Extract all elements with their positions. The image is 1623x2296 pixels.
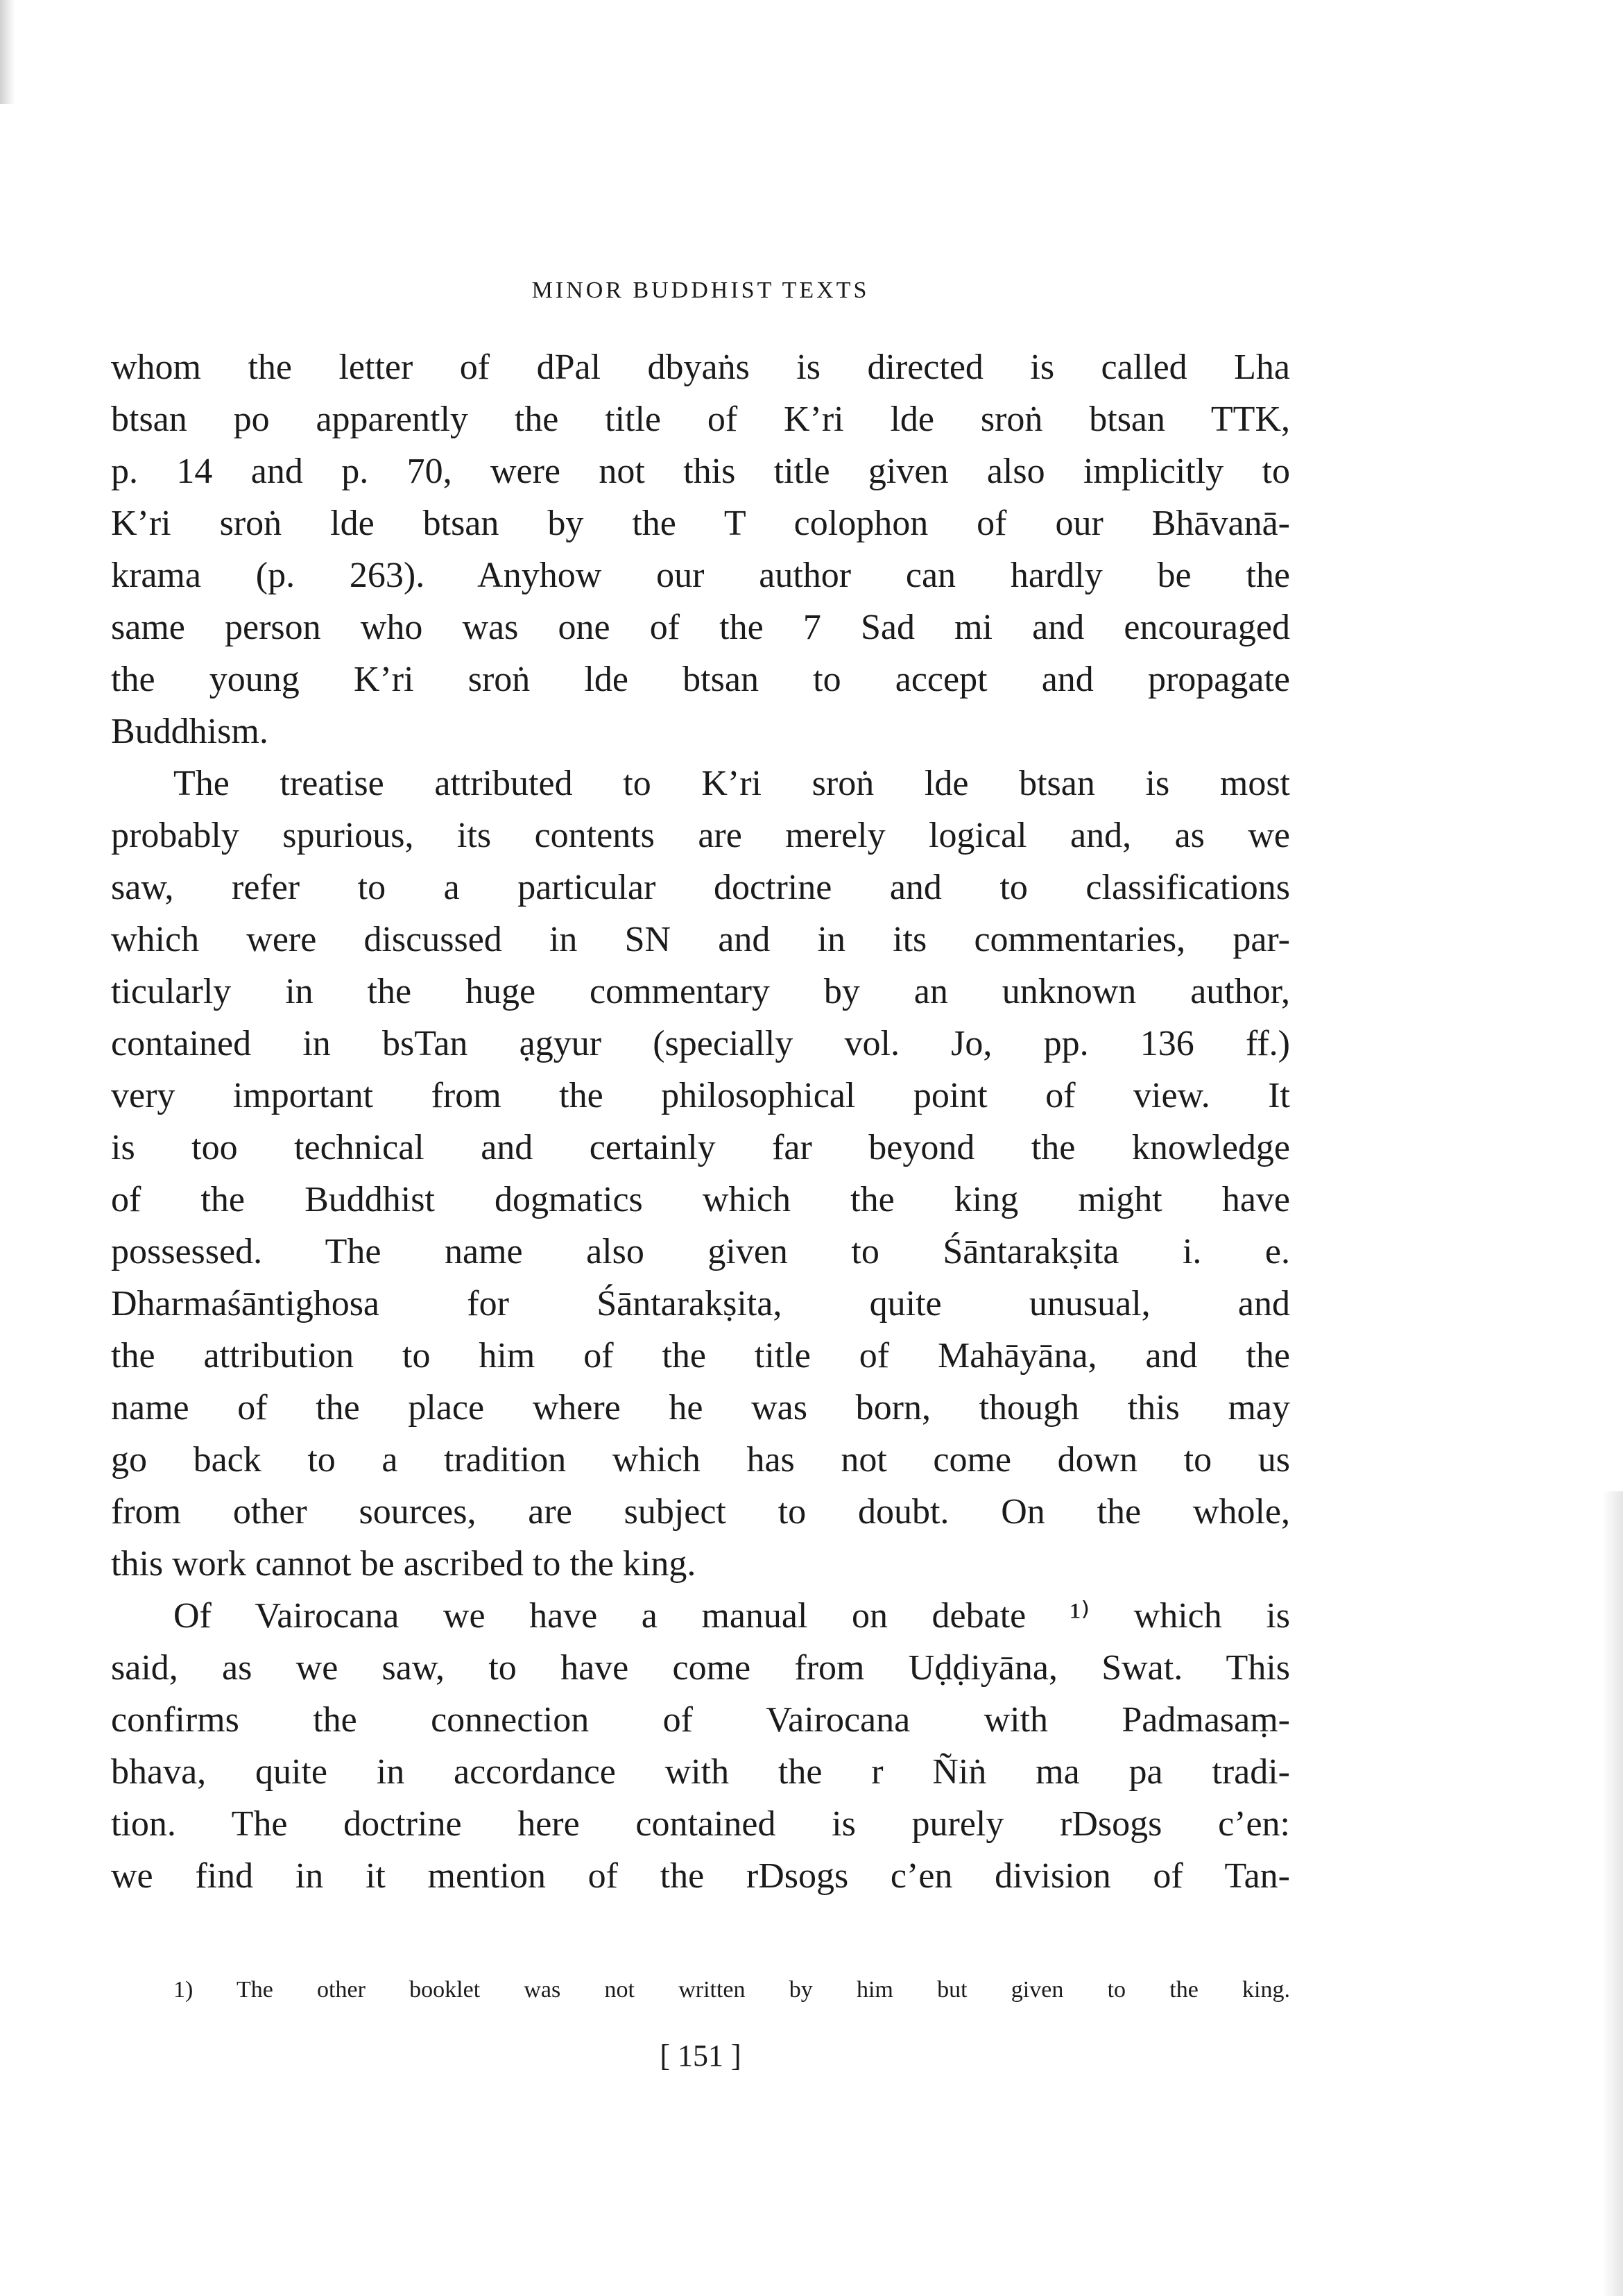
text-line: same person who was one of the 7 Sad mi and encouraged bbox=[111, 608, 1290, 647]
text-line: is too technical and certainly far beyond the knowledge bbox=[111, 1128, 1290, 1167]
text-line: krama (p. 263). Anyhow our author can hardly be the bbox=[111, 556, 1290, 595]
text-line: ticularly in the huge commentary by an unknown author, bbox=[111, 972, 1290, 1011]
text-line: The treatise attributed to K’ri sroṅ lde btsan is most bbox=[173, 764, 1290, 803]
footnote: 1) The other booklet was not written by him but given to the king. bbox=[173, 1977, 1290, 2003]
scan-shadow-left bbox=[0, 0, 15, 104]
page-number: [ 151 ] bbox=[660, 2039, 741, 2073]
text-line: which were discussed in SN and in its commentaries, par- bbox=[111, 920, 1290, 959]
scan-shadow-right bbox=[1602, 1491, 1623, 2296]
text-line: saw, refer to a particular doctrine and to classifications bbox=[111, 868, 1290, 907]
text-line: btsan po apparently the title of K’ri lde sroṅ btsan TTK, bbox=[111, 400, 1290, 439]
text-line: confirms the connection of Vairocana with Padmasaṃ- bbox=[111, 1700, 1290, 1740]
text-line: very important from the philosophical point of view. It bbox=[111, 1076, 1290, 1115]
text-line: contained in bsTan ạgyur (specially vol. Jo, pp. 136 ff.) bbox=[111, 1024, 1290, 1063]
body-text bbox=[111, 341, 1290, 1902]
text-line: the young K’ri sroṅ lde btsan to accept and propagate bbox=[111, 660, 1290, 699]
text-line: the attribution to him of the title of Mahāyāna, and the bbox=[111, 1336, 1290, 1376]
text-line: Buddhism. bbox=[111, 712, 268, 751]
running-head: MINOR BUDDHIST TEXTS bbox=[531, 277, 870, 303]
text-line: whom the letter of dPal dbyaṅs is directed is called Lha bbox=[111, 348, 1290, 387]
text-line: name of the place where he was born, though this may bbox=[111, 1388, 1290, 1428]
text-line: possessed. The name also given to Śāntarakṣita i. e. bbox=[111, 1232, 1290, 1271]
text-line: from other sources, are subject to doubt. On the whole, bbox=[111, 1492, 1290, 1532]
text-line: probably spurious, its contents are merely logical and, as we bbox=[111, 816, 1290, 855]
text-line: p. 14 and p. 70, were not this title given also implicitly to bbox=[111, 452, 1290, 491]
text-line: of the Buddhist dogmatics which the king might have bbox=[111, 1180, 1290, 1219]
text-line: bhava, quite in accordance with the r Ñiṅ ma pa tradi- bbox=[111, 1752, 1290, 1792]
text-line: this work cannot be ascribed to the king. bbox=[111, 1544, 696, 1584]
text-line: we find in it mention of the rDsogs c’en division of Tan- bbox=[111, 1856, 1290, 1896]
text-line: tion. The doctrine here contained is purely rDsogs c’en: bbox=[111, 1804, 1290, 1844]
text-line: Dharmaśāntighosa for Śāntarakṣita, quite unusual, and bbox=[111, 1284, 1290, 1323]
text-line: K’ri sroṅ lde btsan by the T colophon of our Bhāvanā- bbox=[111, 504, 1290, 543]
text-line: Of Vairocana we have a manual on debate ¹⁾ which is bbox=[173, 1596, 1290, 1636]
text-line: go back to a tradition which has not come down to us bbox=[111, 1440, 1290, 1480]
text-line: said, as we saw, to have come from Uḍḍiyāna, Swat. This bbox=[111, 1648, 1290, 1688]
